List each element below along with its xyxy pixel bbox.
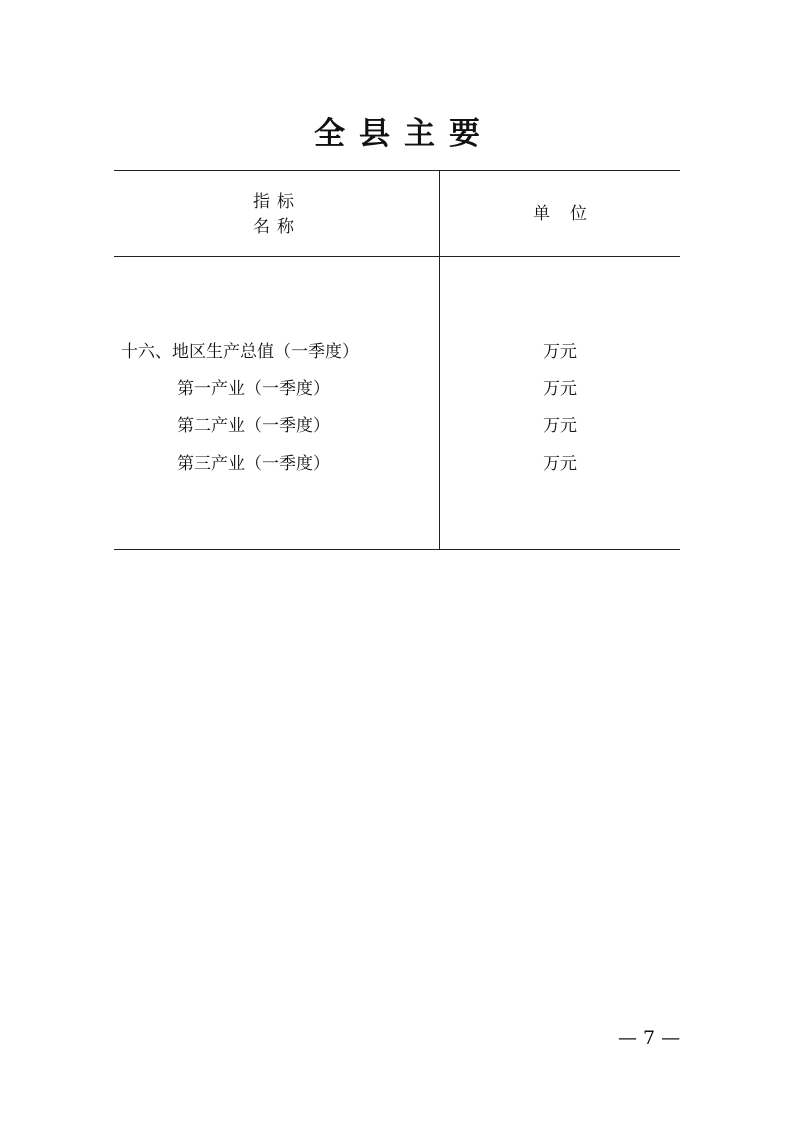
- row-name: 十六、地区生产总值（一季度）: [121, 342, 359, 362]
- row-unit: 万元: [543, 454, 577, 474]
- header-bottom-rule: [114, 256, 680, 257]
- row-name: 第二产业（一季度）: [177, 416, 330, 436]
- header-name-line1: 指标: [253, 192, 301, 212]
- page-title: 全县主要: [314, 116, 494, 152]
- page-number: — 7 —: [618, 1027, 681, 1049]
- row-name: 第三产业（一季度）: [177, 454, 330, 474]
- header-name-line2: 名称: [253, 217, 301, 237]
- row-name: 第一产业（一季度）: [177, 379, 330, 399]
- table-bottom-rule: [114, 549, 680, 550]
- row-unit: 万元: [543, 379, 577, 399]
- header-unit: 单位: [533, 204, 607, 224]
- row-unit: 万元: [543, 342, 577, 362]
- row-unit: 万元: [543, 416, 577, 436]
- table-top-rule: [114, 170, 680, 171]
